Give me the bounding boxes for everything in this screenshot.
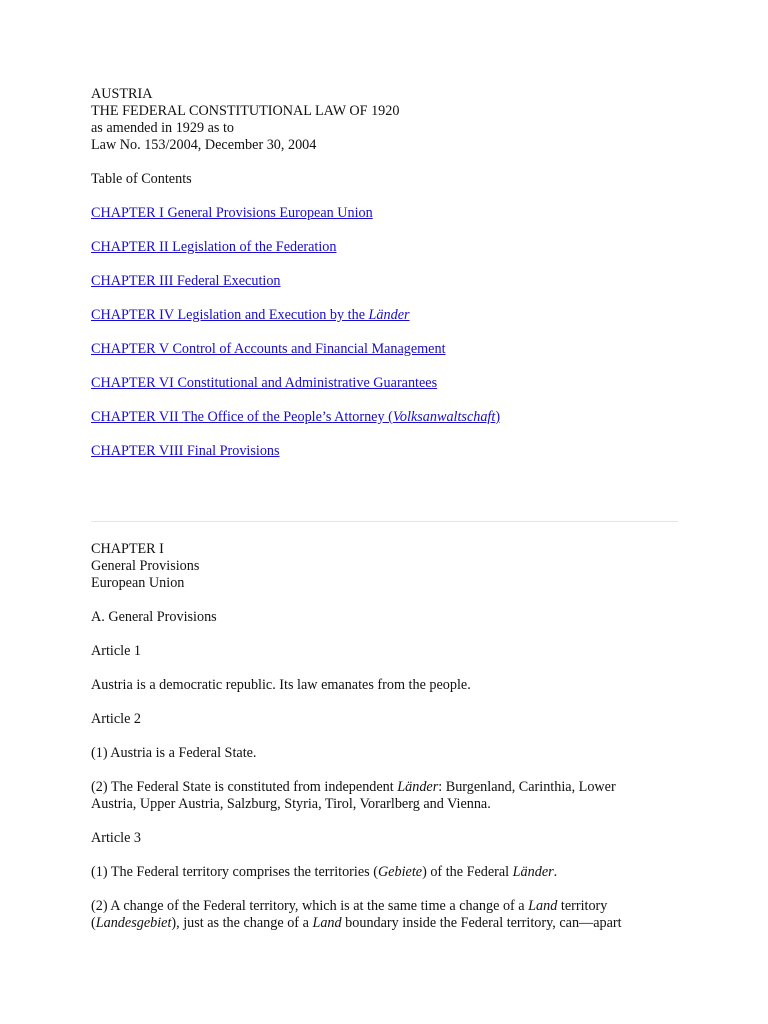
article-2-para-2-text-b: : Burgenland, Carinthia, Lower [438, 779, 616, 795]
chapter-1-subtitle-general: General Provisions [91, 558, 200, 574]
article-2-para-2-text-a: (2) The Federal State is constituted from independent [91, 779, 398, 795]
law-number: Law No. 153/2004, December 30, 2004 [91, 137, 317, 153]
article-3-para-2-text-b: territory [557, 898, 608, 914]
article-2-para-1: (1) Austria is a Federal State. [91, 745, 257, 761]
toc-link-chapter-1[interactable]: CHAPTER I General Provisions European Union [91, 205, 373, 221]
article-3-para-2-text-a: (2) A change of the Federal territory, which is at the same time a change of a [91, 898, 529, 914]
article-3-para-1-text-c: . [553, 864, 558, 880]
article-2-para-2-line-1 [91, 779, 691, 796]
article-1-heading: Article 1 [91, 643, 142, 659]
toc-link-chapter-4-italic[interactable]: Länder [368, 307, 410, 323]
article-3-para-2-l2-text-c: boundary inside the Federal territory, can—apart [341, 915, 622, 931]
chapter-1-heading-block [91, 541, 691, 592]
toc-item-chapter-6[interactable] [91, 375, 691, 392]
toc-item-chapter-8[interactable] [91, 443, 691, 460]
toc-link-chapter-8[interactable]: CHAPTER VIII Final Provisions [91, 443, 280, 459]
toc-item-chapter-2[interactable] [91, 239, 691, 256]
article-3-para-2-line-2 [91, 915, 691, 932]
article-1-text: Austria is a democratic republic. Its law emanates from the people. [91, 677, 471, 693]
article-3-para-1-text-b: ) of the Federal [422, 864, 513, 880]
article-3-para-1 [91, 864, 691, 881]
law-title: THE FEDERAL CONSTITUTIONAL LAW OF 1920 [91, 103, 400, 119]
article-2-para-2-italic: Länder [397, 779, 439, 795]
article-3-para-2-l2-italic-2: Land [312, 915, 342, 931]
toc-link-chapter-5[interactable]: CHAPTER V Control of Accounts and Financial Management [91, 341, 446, 357]
article-3-para-1-text-a: (1) The Federal territory comprises the territories ( [91, 864, 378, 880]
article-3-para-2-l2-text-a: ( [91, 915, 96, 931]
toc-link-chapter-6[interactable]: CHAPTER VI Constitutional and Administrative Guarantees [91, 375, 438, 391]
toc-link-chapter-2[interactable]: CHAPTER II Legislation of the Federation [91, 239, 337, 255]
toc-item-chapter-7[interactable] [91, 409, 691, 426]
toc-item-chapter-3[interactable] [91, 273, 691, 290]
article-2-para-2-line-2: Austria, Upper Austria, Salzburg, Styria, Tirol, Vorarlberg and Vienna. [91, 796, 491, 812]
section-divider [91, 521, 678, 522]
toc-item-chapter-1[interactable] [91, 205, 691, 222]
article-3-para-1-italic-1: Gebiete [377, 864, 423, 880]
toc-link-chapter-4[interactable] [91, 307, 410, 323]
article-2-para-2 [91, 779, 691, 813]
toc-item-chapter-4[interactable] [91, 307, 691, 324]
article-3-para-2-line-1 [91, 898, 691, 915]
country-name: AUSTRIA [91, 86, 153, 102]
document-header-and-toc [91, 86, 691, 477]
toc-link-chapter-7-text[interactable]: CHAPTER VII The Office of the People’s Attorney ( [91, 409, 393, 425]
chapter-1-subtitle-eu: European Union [91, 575, 185, 591]
article-3-para-1-italic-2: Länder [512, 864, 554, 880]
chapter-1-title: CHAPTER I [91, 541, 164, 557]
article-3-heading: Article 3 [91, 830, 142, 846]
article-3-para-2-l2-italic-1: Landesgebiet [95, 915, 172, 931]
article-2-heading: Article 2 [91, 711, 142, 727]
toc-heading: Table of Contents [91, 171, 192, 187]
toc-link-chapter-7-italic[interactable]: Volksanwaltschaft [392, 409, 496, 425]
amendment-note: as amended in 1929 as to [91, 120, 235, 136]
section-a-heading: A. General Provisions [91, 609, 217, 625]
toc-link-chapter-7[interactable] [91, 409, 500, 425]
toc-item-chapter-5[interactable] [91, 341, 691, 358]
toc-link-chapter-4-text[interactable]: CHAPTER IV Legislation and Execution by the [91, 307, 369, 323]
article-3-para-2-l2-text-b: ), just as the change of a [171, 915, 313, 931]
toc-link-chapter-7-suffix[interactable]: ) [495, 409, 501, 425]
chapter-1-body [91, 541, 691, 949]
article-3-para-2 [91, 898, 691, 932]
article-3-para-2-italic-1: Land [528, 898, 558, 914]
toc-link-chapter-3[interactable]: CHAPTER III Federal Execution [91, 273, 281, 289]
